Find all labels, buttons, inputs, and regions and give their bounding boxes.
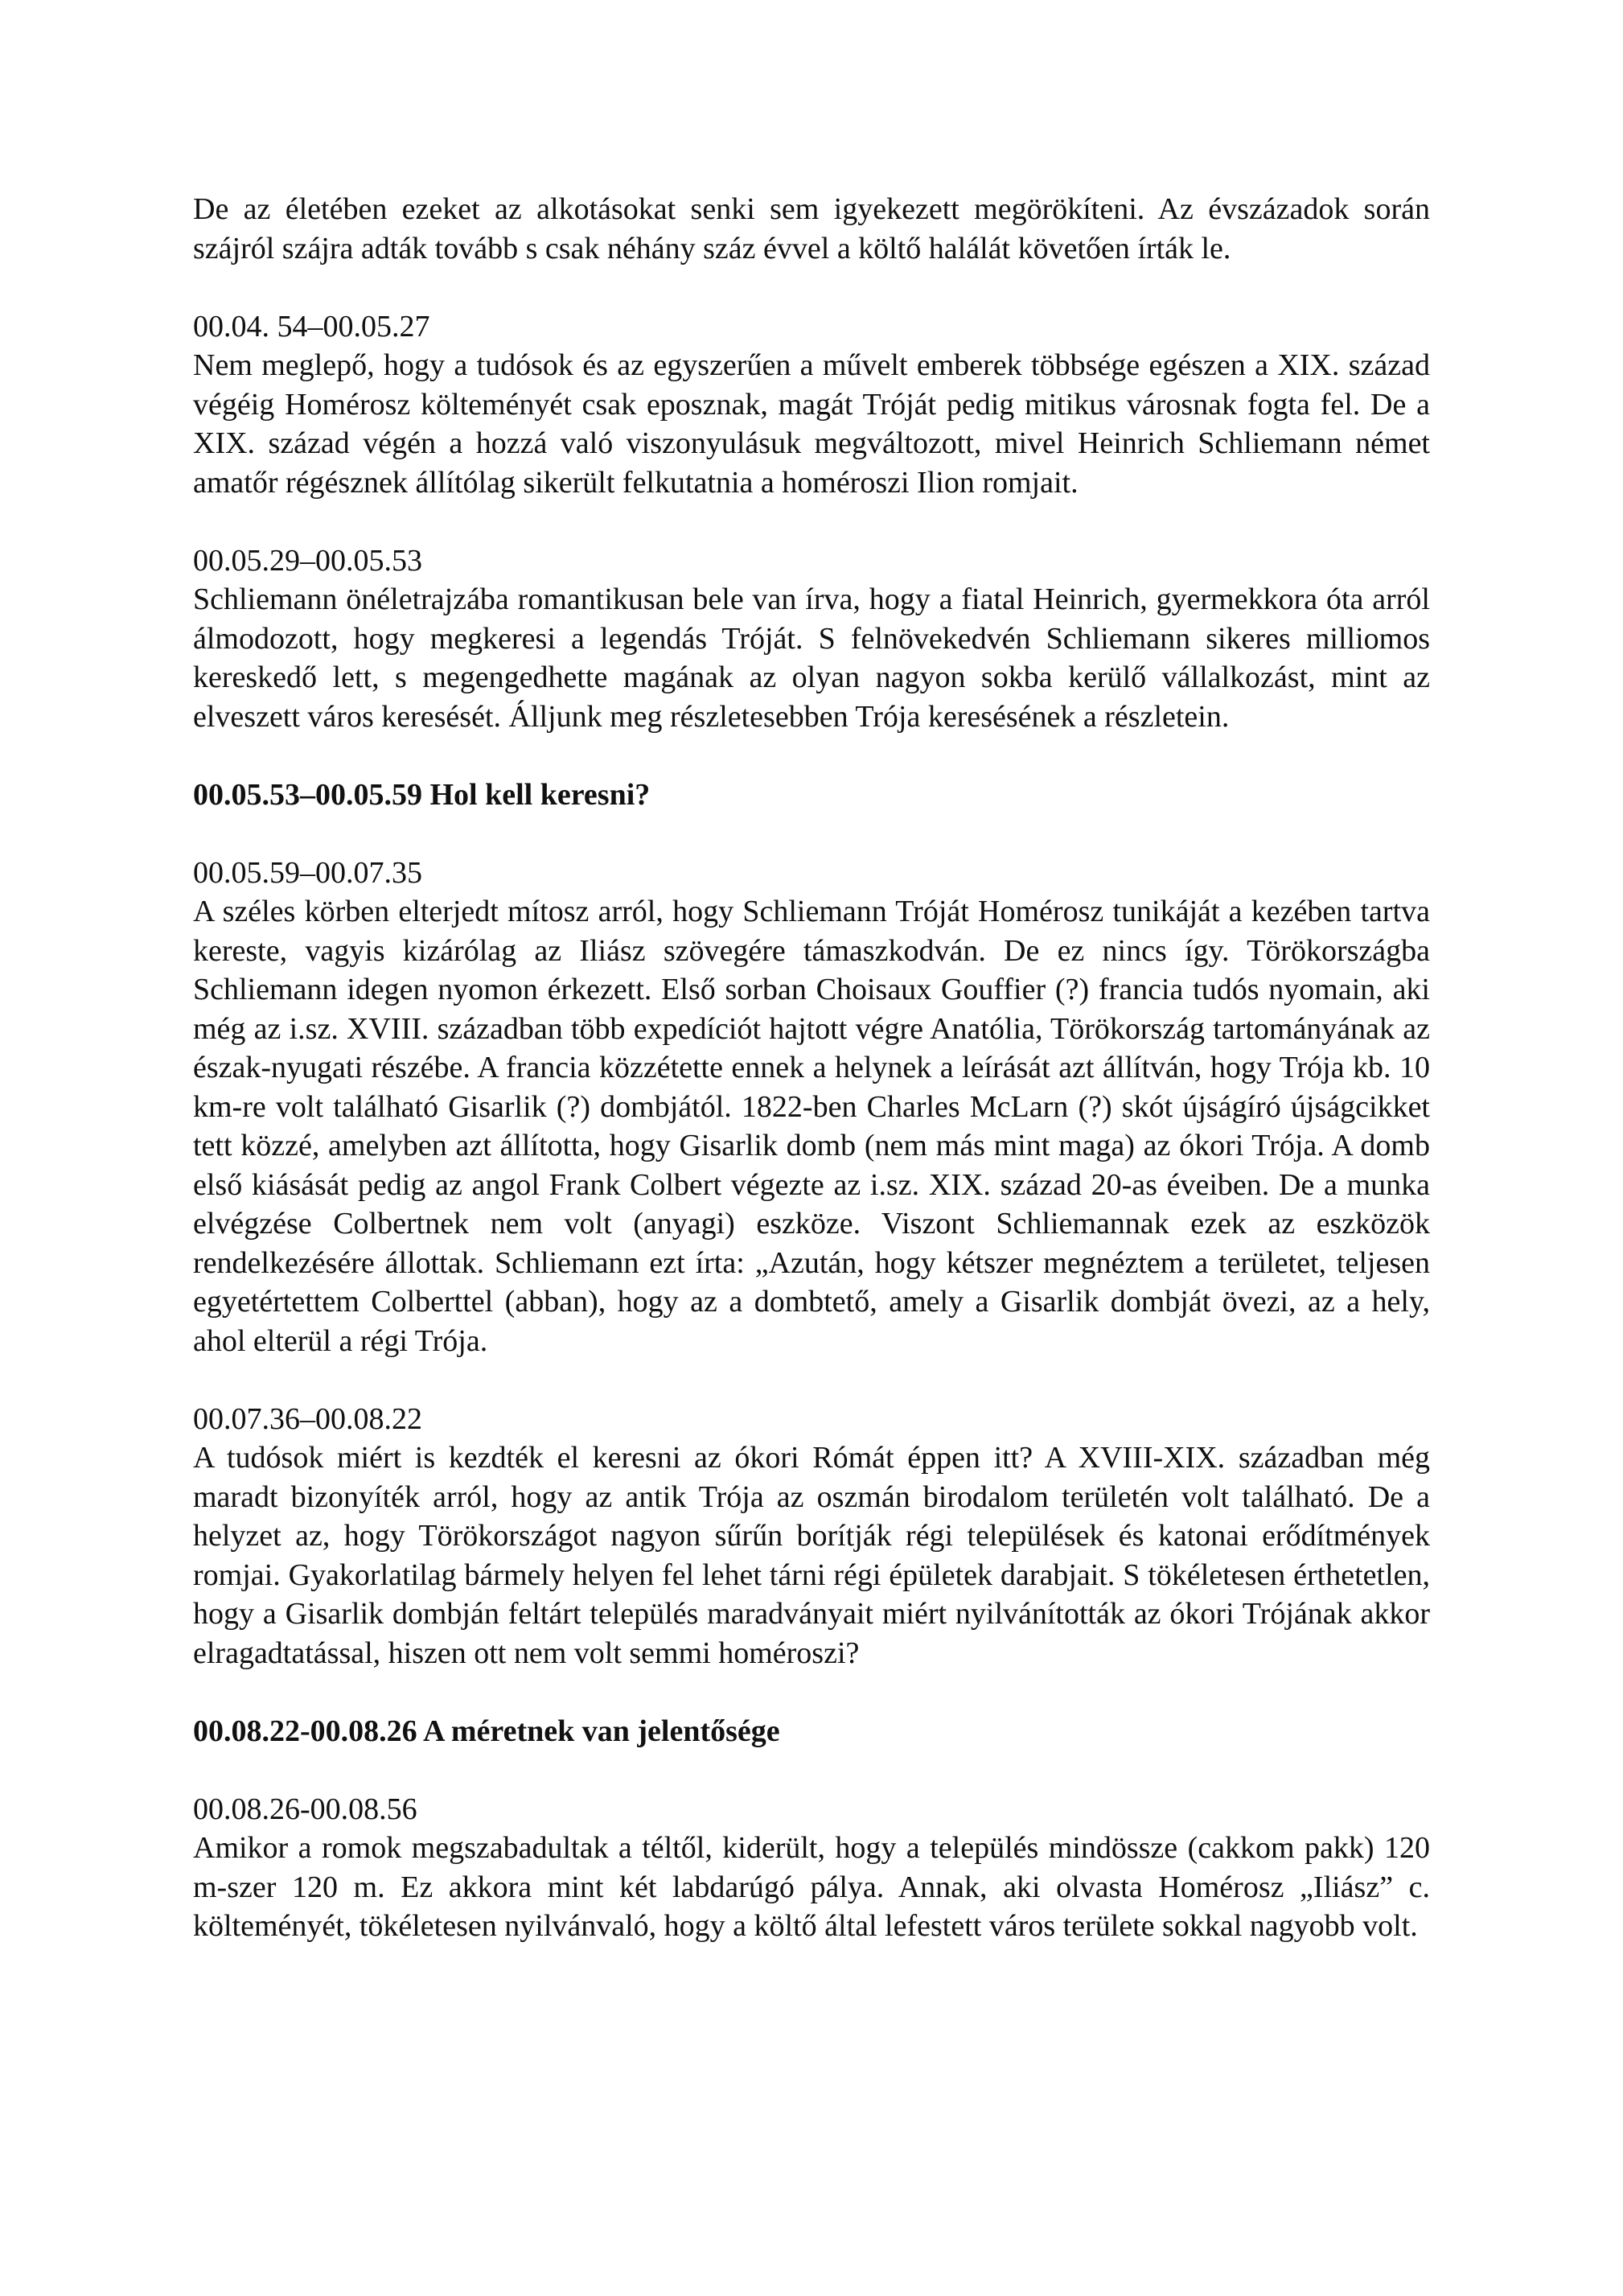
paragraph-text: De az életében ezeket az alkotásokat senki sem igyekezett megörökíteni. Az évszázadok során szájról szájra adták tovább s csak néhány száz évvel a költő halálát követően írták le. <box>193 192 1430 265</box>
paragraph-text: A széles körben elterjedt mítosz arról, hogy Schliemann Tróját Homérosz tunikáját a kezében tartva kereste, vagyis kizárólag az Iliász szövegére támaszkodván. De ez nincs így. Törökországba Schliemann idegen nyomon érkezett. Első sorban Choisaux Gouffier (?) francia tudós nyomain, aki még az i.sz. XVIII. században több expedíciót hajtott végre Anatólia, Törökország tartományának az észak-nyugati részébe. A francia közzétette ennek a helynek a leírását azt állítván, hogy Trója kb. 10 km-re volt található Gisarlik (?) dombjától. 1822-ben Charles McLarn (?) skót újságíró újságcikket tett közzé, amelyben azt állította, hogy Gisarlik domb (nem más mint maga) az ókori Trója. A domb első kiásását pedig az angol Frank Colbert végezte az i.sz. XIX. század 20-as éveiben. De a munka elvégzése Colbertnek nem volt (anyagi) eszköze. Viszont Schliemannak ezek az eszközök rendelkezésére állottak. Schliemann ezt írta: „Azután, hogy kétszer megnéztem a területet, teljesen egyetértettem Colberttel (abban), hogy az a dombtető, amely a Gisarlik dombját övezi, az a hely, ahol elterül a régi Trója. <box>193 895 1430 1358</box>
paragraph-text: Amikor a romok megszabadultak a téltől, kiderült, hogy a település mindössze (cakkom pakk) 120 m-szer 120 m. Ez akkora mint két labdarúgó pálya. Annak, aki olvasta Homérosz „Iliász” c. költeményét, tökéletesen nyilvánvaló, hogy a költő által lefestett város területe sokkal nagyobb volt. <box>193 1831 1430 1943</box>
timecode-label: 00.04. 54–00.05.27 <box>193 309 430 344</box>
paragraph-text: Nem meglepő, hogy a tudósok és az egyszerűen a művelt emberek többsége egészen a XIX. század végéig Homérosz költeményét csak eposznak, magát Tróját pedig mitikus városnak fogta fel. De a XIX. század végén a hozzá való viszonyulásuk megváltozott, mivel Heinrich Schliemann német amatőr régésznek állítólag sikerült felkutatnia a homéroszi Ilion romjait. <box>193 348 1430 500</box>
timecode-label: 00.05.29–00.05.53 <box>193 543 422 578</box>
document-page <box>193 190 1430 1985</box>
paragraph-block <box>193 190 1430 268</box>
paragraph-text: A tudósok miért is kezdték el keresni az ókori Rómát éppen itt? A XVIII-XIX. században még maradt bizonyíték arról, hogy az antik Trója az oszmán birodalom területén volt található. De a helyzet az, hogy Törökországot nagyon sűrűn borítják régi települések és katonai erődítmények romjai. Gyakorlatilag bármely helyen fel lehet tárni régi épületek darabjait. S tökéletesen érthetetlen, hogy a Gisarlik dombján feltárt település maradványait miért nyilvánították az ókori Trójának akkor elragadtatással, hiszen ott nem volt semmi homéroszi? <box>193 1441 1430 1670</box>
paragraph-block <box>193 1400 1430 1673</box>
paragraph-text: Schliemann önéletrajzába romantikusan bele van írva, hogy a fiatal Heinrich, gyermekkora óta arról álmodozott, hogy megkeresi a legendás Tróját. S felnövekedvén Schliemann sikeres milliomos kereskedő lett, s megengedhette magának az olyan nagyon sokba kerülő vállalkozást, mint az elveszett város keresését. Álljunk meg részletesebben Trója keresésének a részletein. <box>193 582 1430 734</box>
paragraph-block <box>193 1790 1430 1946</box>
paragraph-block <box>193 541 1430 737</box>
section-heading: 00.08.22-00.08.26 A méretnek van jelentősége <box>193 1714 780 1748</box>
paragraph-block <box>193 854 1430 1361</box>
section-heading-block <box>193 1712 1430 1751</box>
timecode-label: 00.08.26-00.08.56 <box>193 1792 417 1826</box>
section-heading: 00.05.53–00.05.59 Hol kell keresni? <box>193 777 651 812</box>
timecode-label: 00.07.36–00.08.22 <box>193 1401 422 1436</box>
timecode-label: 00.05.59–00.07.35 <box>193 855 422 890</box>
paragraph-block <box>193 307 1430 503</box>
section-heading-block <box>193 776 1430 815</box>
